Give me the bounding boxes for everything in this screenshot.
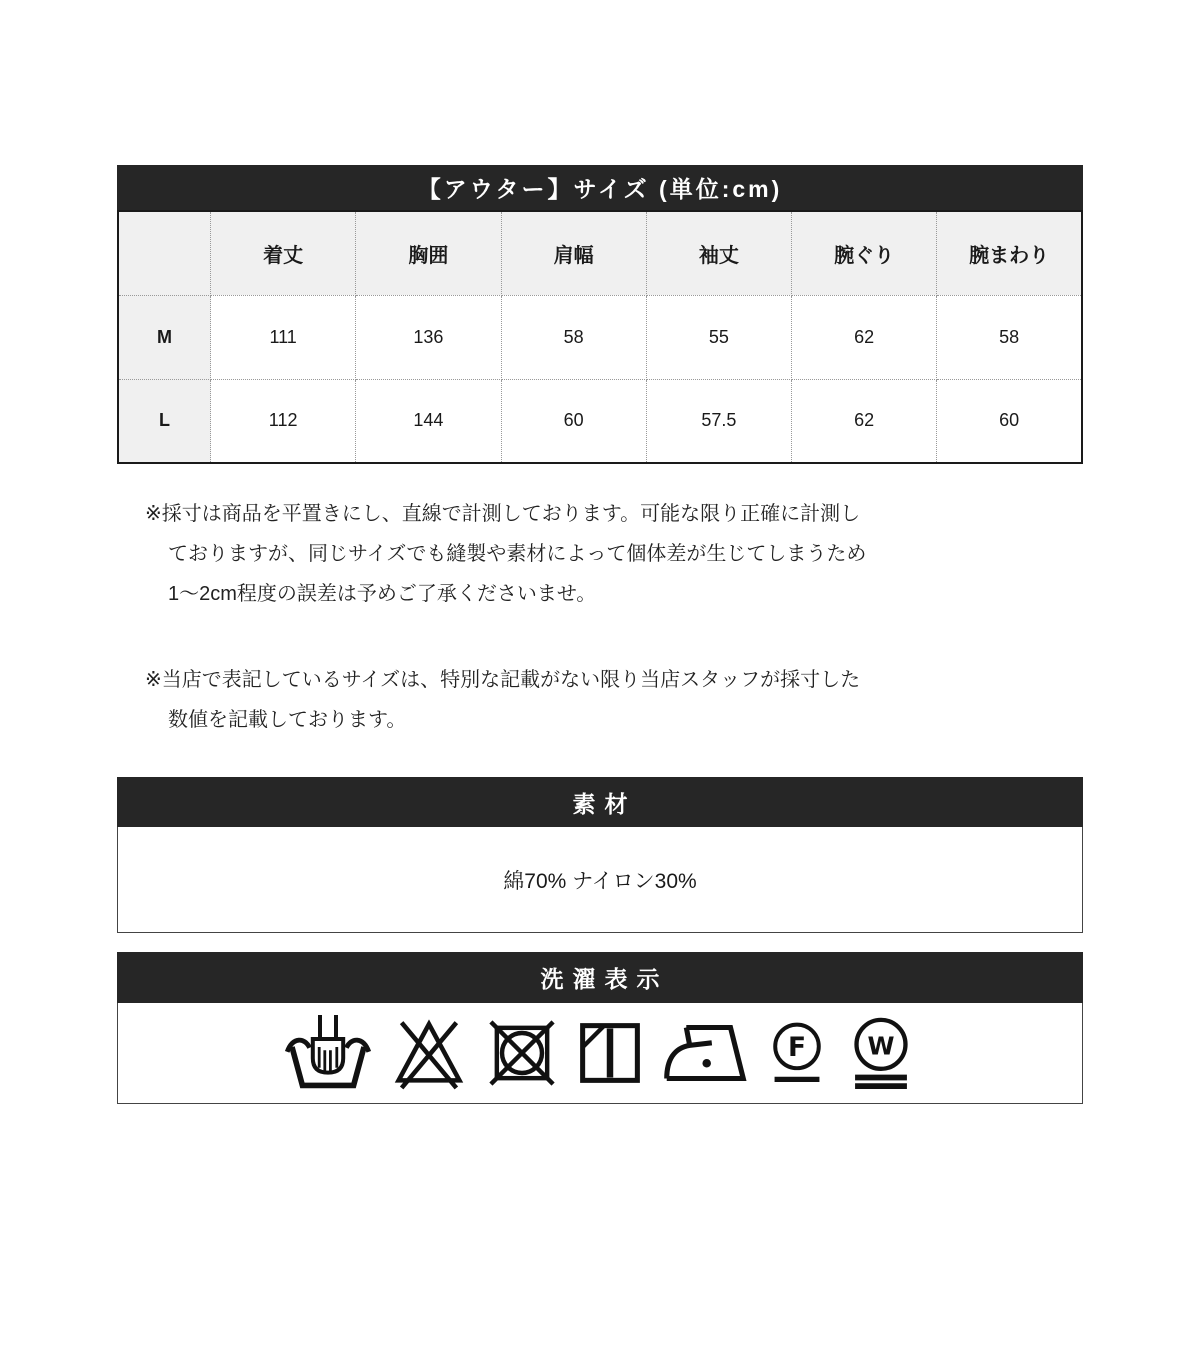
do-not-bleach-icon xyxy=(388,1015,470,1091)
note-line: 1〜2cm程度の誤差は予めご了承くださいませ。 xyxy=(168,583,597,605)
size-table-title-bar xyxy=(117,165,1083,210)
m-armhole: 62 xyxy=(791,295,936,379)
l-arm-width: 60 xyxy=(937,379,1082,463)
size-table-header-row xyxy=(118,211,1082,295)
note-line: ※当店で表記しているサイズは、特別な記載がない限り当店スタッフが採寸した xyxy=(145,669,861,691)
laundry-title: 洗濯表示 xyxy=(540,966,669,992)
col-header-chest: 胸囲 xyxy=(356,211,501,295)
content-column xyxy=(117,165,1083,464)
hand-wash-icon xyxy=(283,1015,373,1091)
material-body xyxy=(117,827,1083,933)
m-body-length: 111 xyxy=(211,295,356,379)
col-header-sleeve: 袖丈 xyxy=(646,211,791,295)
m-sleeve: 55 xyxy=(646,295,791,379)
iron-low-icon xyxy=(661,1019,749,1087)
size-table xyxy=(117,210,1083,464)
laundry-section xyxy=(117,952,1083,1104)
dry-clean-letter: F xyxy=(787,1032,807,1064)
material-section xyxy=(117,777,1083,933)
material-value: 綿70% ナイロン30% xyxy=(503,869,697,893)
note-line: ※採寸は商品を平置きにし、直線で計測しております。可能な限り正確に計測し xyxy=(145,503,861,525)
l-sleeve: 57.5 xyxy=(646,379,791,463)
wet-clean-w-icon xyxy=(845,1015,917,1091)
content-column-lower xyxy=(117,777,1083,1104)
staff-measured-note xyxy=(145,660,1200,740)
notes-block xyxy=(145,494,1200,740)
corner-cell xyxy=(118,211,211,295)
note-line: ておりますが、同じサイズでも縫製や素材によって個体差が生じてしまうため xyxy=(168,543,867,565)
table-row-m xyxy=(118,295,1082,379)
material-title-bar xyxy=(117,777,1083,827)
size-label-m: M xyxy=(118,295,211,379)
material-title: 素材 xyxy=(572,790,637,817)
col-header-arm-width: 腕まわり xyxy=(937,211,1082,295)
l-armhole: 62 xyxy=(791,379,936,463)
l-shoulder: 60 xyxy=(501,379,646,463)
size-table-title: 【アウター】サイズ (単位:cm) xyxy=(417,176,783,202)
col-header-body-length: 着丈 xyxy=(211,211,356,295)
table-row-l xyxy=(118,379,1082,463)
laundry-symbols-row xyxy=(117,1003,1083,1104)
col-header-armhole: 腕ぐり xyxy=(791,211,936,295)
size-table-section xyxy=(117,165,1083,464)
wet-clean-letter: W xyxy=(867,1031,895,1061)
l-chest: 144 xyxy=(356,379,501,463)
note-line: 数値を記載しております。 xyxy=(168,709,407,731)
do-not-tumble-dry-icon xyxy=(485,1015,559,1091)
l-body-length: 112 xyxy=(211,379,356,463)
shade-hang-dry-icon xyxy=(574,1015,646,1091)
m-arm-width: 58 xyxy=(937,295,1082,379)
page xyxy=(0,165,1200,1365)
col-header-shoulder: 肩幅 xyxy=(501,211,646,295)
m-shoulder: 58 xyxy=(501,295,646,379)
measurement-note xyxy=(145,494,1200,614)
laundry-title-bar xyxy=(117,952,1083,1003)
dry-clean-f-icon xyxy=(764,1015,830,1091)
m-chest: 136 xyxy=(356,295,501,379)
size-label-l: L xyxy=(118,379,211,463)
